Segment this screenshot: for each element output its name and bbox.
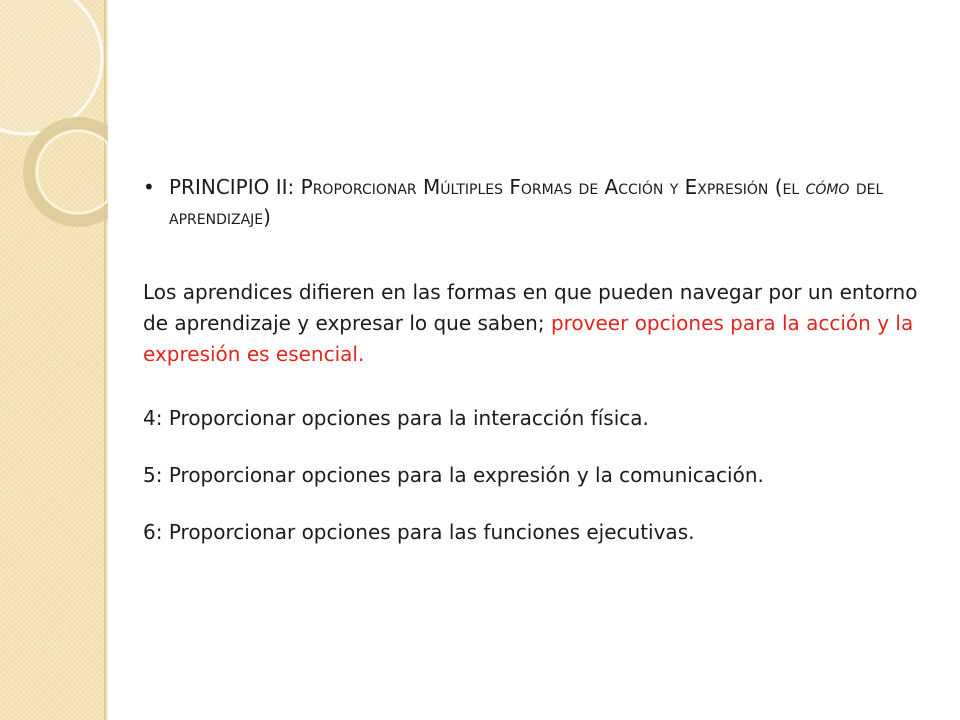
principle-heading — [143, 172, 933, 232]
guideline-item: 6: Proporcionar opciones para las funciones ejecutivas. — [143, 520, 695, 544]
heading-title: Proporcionar Múltiples Formas de Acción y Expresión (el — [300, 175, 806, 199]
heading-prefix: PRINCIPIO II: — [169, 175, 301, 199]
heading-text — [169, 172, 933, 232]
heading-emphasis: cómo — [805, 175, 850, 199]
decorative-circles — [0, 0, 108, 260]
bullet-icon: • — [143, 175, 155, 199]
guideline-item: 5: Proporcionar opciones para la expresión y la comunicación. — [143, 463, 764, 487]
heading-suffix: del aprendizaje) — [169, 175, 884, 229]
guideline-item: 4: Proporcionar opciones para la interacción física. — [143, 406, 649, 430]
paragraph-text: Los aprendices difieren en las formas en que pueden navegar por un entorno de aprendizaje y expresar lo que saben; — [143, 280, 918, 335]
description-paragraph — [143, 277, 933, 370]
paragraph-highlight: proveer opciones para la acción y la expresión es esencial. — [143, 311, 914, 366]
